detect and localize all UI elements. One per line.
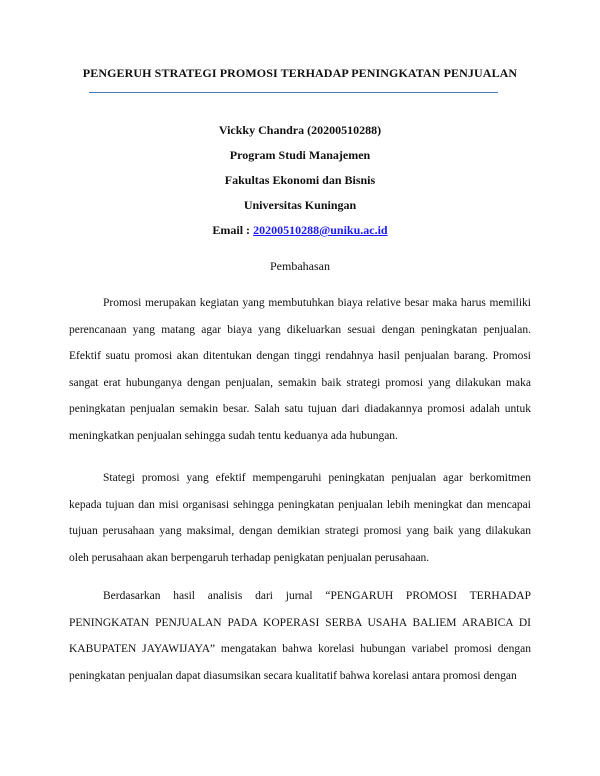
section-heading: Pembahasan xyxy=(270,259,330,273)
author-name: Vickky Chandra (20200510288) xyxy=(218,123,382,137)
document-title: PENGERUH STRATEGI PROMOSI TERHADAP PENINGKATAN PENJUALAN xyxy=(82,66,518,80)
university-name: Universitas Kuningan xyxy=(243,198,357,212)
email-label: Email : xyxy=(212,223,254,237)
study-program: Program Studi Manajemen xyxy=(229,148,371,162)
email-line xyxy=(0,218,600,243)
email-link[interactable]: 20200510288@uniku.ac.id xyxy=(253,223,388,237)
body-paragraph: Stategi promosi yang efektif mempengaruhi peningkatan penjualan agar berkomitmen kepada tujuan dan misi organisasi sehingga peningkatan penjualan lebih meningkat dan mencapai tujuan perusahaan yang maksimal, dengan demikian strategi promosi yang baik yang dilakukan oleh perusahaan akan berpengaruh terhadap penigkatan penjualan perusahaan. xyxy=(69,472,531,564)
faculty-name: Fakultas Ekonomi dan Bisnis xyxy=(224,173,376,187)
author-block xyxy=(0,118,600,243)
body-paragraph: Berdasarkan hasil analisis dari jurnal “PENGARUH PROMOSI TERHADAP PENINGKATAN PENJUALAN PADA KOPERASI SERBA USAHA BALIEM ARABICA DI KABUPATEN JAYAWIJAYA” mengatakan bahwa korelasi hubungan variabel promosi dengan peningkatan penjualan dapat diasumsikan secara kualitatif bahwa korelasi antara promosi dengan xyxy=(69,590,531,682)
title-underline xyxy=(89,92,498,93)
body-paragraph: Promosi merupakan kegiatan yang membutuhkan biaya relative besar maka harus memiliki perencanaan yang matang agar biaya yang dikeluarkan sesuai dengan peningkatan penjualan. Efektif suatu promosi akan ditentukan dengan tinggi rendahnya hasil penjualan barang. Promosi sangat erat hubunganya dengan penjualan, semakin baik strategi promosi yang dilakukan maka peningkatan penjualan semakin besar. Salah satu tujuan dari diadakannya promosi adalah untuk meningkatkan penjualan sehingga sudah tentu keduanya ada hubungan. xyxy=(69,297,531,442)
